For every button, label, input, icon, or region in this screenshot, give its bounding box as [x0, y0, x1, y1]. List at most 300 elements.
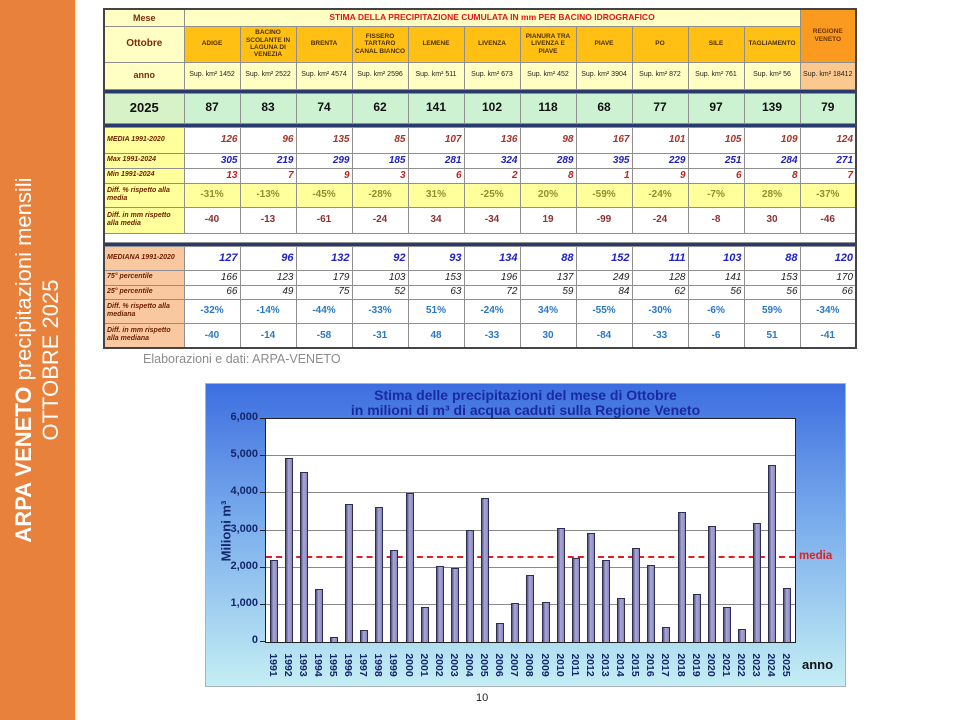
basin-area: Sup. km² 761 [688, 62, 744, 89]
year-label: 2024 [765, 653, 778, 677]
value-cell: 96 [240, 127, 296, 153]
bar-slot [447, 419, 462, 642]
x-tick-label [688, 645, 703, 687]
value-cell: 103 [352, 270, 408, 285]
year-label: 2010 [553, 653, 566, 677]
value-cell: -33 [632, 323, 688, 348]
value-cell: 132 [296, 246, 352, 270]
value-cell: 8 [744, 168, 800, 183]
value-cell: 179 [296, 270, 352, 285]
bar-2012 [587, 533, 595, 642]
value-cell: 96 [240, 246, 296, 270]
x-axis-labels [265, 645, 794, 687]
page-number: 10 [476, 692, 489, 704]
bar-2025 [783, 588, 791, 642]
x-tick-label [552, 645, 567, 687]
bar-2019 [693, 594, 701, 642]
value-cell: -41 [800, 323, 856, 348]
x-tick-label [658, 645, 673, 687]
year-label: 1997 [357, 653, 370, 677]
value-cell: 271 [800, 153, 856, 168]
bar-slot [311, 419, 326, 642]
y-tick-label: 4,000 [230, 485, 258, 498]
chart-title-line1: Stima delle precipitazioni del mese di Ottobre [374, 387, 677, 403]
x-tick-label [718, 645, 733, 687]
bar-slot [659, 419, 674, 642]
value-cell: -24% [632, 183, 688, 207]
value-cell: -31% [184, 183, 240, 207]
bar-1992 [285, 458, 293, 642]
value-cell: 28% [744, 183, 800, 207]
x-tick-label [749, 645, 764, 687]
row-label: 25° percentile [104, 285, 184, 299]
x-tick-label [386, 645, 401, 687]
value-cell: 83 [240, 93, 296, 123]
value-cell: 6 [408, 168, 464, 183]
value-cell: -32% [184, 299, 240, 323]
value-cell: 79 [800, 93, 856, 123]
value-cell: 289 [520, 153, 576, 168]
value-cell: 77 [632, 93, 688, 123]
y-tick-label: 6,000 [230, 411, 258, 423]
value-cell: 6 [688, 168, 744, 183]
bar-slot [644, 419, 659, 642]
basin-area: Sup. km² 56 [744, 62, 800, 89]
value-cell: 2 [464, 168, 520, 183]
year-label: 2009 [538, 653, 551, 677]
bar-slot [342, 419, 357, 642]
y-tick-label: 0 [251, 634, 258, 646]
value-cell: -14% [240, 299, 296, 323]
value-cell: -24 [632, 207, 688, 233]
basin-area: Sup. km² 3904 [576, 62, 632, 89]
row-label: 75° percentile [104, 270, 184, 285]
year-label: 2025 [780, 653, 793, 677]
value-cell: 97 [688, 93, 744, 123]
value-cell: 68 [576, 93, 632, 123]
year-label: 2005 [478, 653, 491, 677]
bar-slot [523, 419, 538, 642]
value-cell: 324 [464, 153, 520, 168]
bar-1993 [300, 472, 308, 642]
value-cell: -40 [184, 323, 240, 348]
bar-slot [462, 419, 477, 642]
year-label: 1993 [296, 653, 309, 677]
value-cell: -6 [688, 323, 744, 348]
x-tick-label [643, 645, 658, 687]
value-cell: 185 [352, 153, 408, 168]
basin-area: Sup. km² 452 [520, 62, 576, 89]
value-cell: 59 [520, 285, 576, 299]
value-cell: 101 [632, 127, 688, 153]
x-tick-label [356, 645, 371, 687]
value-cell: 120 [800, 246, 856, 270]
bar-slot [417, 419, 432, 642]
value-cell: -13 [240, 207, 296, 233]
x-tick-label [401, 645, 416, 687]
year-label: 2013 [598, 653, 611, 677]
bar-slot [689, 419, 704, 642]
basin-header: ADIGE [184, 26, 240, 62]
precipitation-table-wrap [103, 8, 857, 349]
y-tick-label: 2,000 [230, 559, 258, 572]
x-tick-label [265, 645, 280, 687]
value-cell: 281 [408, 153, 464, 168]
bar-slot [598, 419, 613, 642]
value-cell: 141 [688, 270, 744, 285]
bar-1994 [315, 589, 323, 642]
value-cell: 20% [520, 183, 576, 207]
value-cell: 66 [184, 285, 240, 299]
value-cell: 123 [240, 270, 296, 285]
value-cell: -13% [240, 183, 296, 207]
bars-container [266, 419, 795, 642]
year-label: 2016 [644, 653, 657, 677]
value-cell: -14 [240, 323, 296, 348]
value-cell: -55% [576, 299, 632, 323]
basin-header: LIVENZA [464, 26, 520, 62]
value-cell: 1 [576, 168, 632, 183]
year-label: 2017 [659, 653, 672, 677]
bar-slot [357, 419, 372, 642]
media-line-label: media [799, 549, 833, 562]
value-cell: 13 [184, 168, 240, 183]
year-label: 2007 [508, 653, 521, 677]
value-cell: 153 [744, 270, 800, 285]
y-tick-label: 3,000 [230, 522, 258, 535]
value-cell: 85 [352, 127, 408, 153]
row-label: MEDIANA 1991-2020 [104, 246, 184, 270]
value-cell: 3 [352, 168, 408, 183]
anno-label: anno [104, 62, 184, 89]
y-tick-mark [260, 492, 265, 493]
bar-1991 [270, 560, 278, 642]
bar-2010 [557, 528, 565, 642]
bar-2002 [436, 566, 444, 642]
year-label: 1994 [311, 653, 324, 677]
bar-slot [734, 419, 749, 642]
y-tick-mark [260, 530, 265, 531]
value-cell: 31% [408, 183, 464, 207]
value-cell: 8 [520, 168, 576, 183]
year-label: 2022 [734, 653, 747, 677]
bar-slot [780, 419, 795, 642]
bar-slot [326, 419, 341, 642]
bar-slot [296, 419, 311, 642]
year-label: 2018 [674, 653, 687, 677]
x-tick-label [733, 645, 748, 687]
value-cell: 137 [520, 270, 576, 285]
value-cell: 249 [576, 270, 632, 285]
value-cell: 196 [464, 270, 520, 285]
bar-slot [432, 419, 447, 642]
bar-2009 [542, 602, 550, 643]
value-cell: 88 [520, 246, 576, 270]
basin-area: Sup. km² 4574 [296, 62, 352, 89]
value-cell: 7 [240, 168, 296, 183]
value-cell: 124 [800, 127, 856, 153]
year-label: 1991 [266, 653, 279, 677]
value-cell: 19 [520, 207, 576, 233]
month-label: Ottobre [104, 26, 184, 62]
bar-slot [719, 419, 734, 642]
year-label: 1996 [342, 653, 355, 677]
bar-2000 [406, 493, 414, 642]
value-cell: 88 [744, 246, 800, 270]
bar-slot [614, 419, 629, 642]
bar-2001 [421, 607, 429, 642]
x-tick-label [673, 645, 688, 687]
y-tick-mark [260, 418, 265, 419]
value-cell: 34% [520, 299, 576, 323]
value-cell: 107 [408, 127, 464, 153]
basin-header: BACINO SCOLANTE IN LAGUNA DI VENEZIA [240, 26, 296, 62]
year-label: 1998 [372, 653, 385, 677]
value-cell: -24 [352, 207, 408, 233]
value-cell: -99 [576, 207, 632, 233]
chart-plot [265, 418, 796, 643]
row-label: Diff. in mm rispetto alla mediana [104, 323, 184, 348]
value-cell: 136 [464, 127, 520, 153]
basin-header: BRENTA [296, 26, 352, 62]
value-cell: -61 [296, 207, 352, 233]
y-axis-label: Milioni m³ [218, 500, 234, 562]
value-cell: 135 [296, 127, 352, 153]
x-tick-label [461, 645, 476, 687]
bar-2017 [662, 627, 670, 642]
bar-slot [281, 419, 296, 642]
x-tick-label [341, 645, 356, 687]
value-cell: -28% [352, 183, 408, 207]
year-label: 1992 [281, 653, 294, 677]
value-cell: 170 [800, 270, 856, 285]
value-cell: 56 [688, 285, 744, 299]
bar-slot [704, 419, 719, 642]
value-cell: 167 [576, 127, 632, 153]
value-cell: 153 [408, 270, 464, 285]
value-cell: 219 [240, 153, 296, 168]
value-cell: 59% [744, 299, 800, 323]
value-cell: 66 [800, 285, 856, 299]
value-cell: 105 [688, 127, 744, 153]
basin-header: PIAVE [576, 26, 632, 62]
bar-1998 [375, 507, 383, 642]
sidebar-title [10, 90, 64, 630]
bar-2024 [768, 465, 776, 642]
value-cell: 103 [688, 246, 744, 270]
value-cell: -40 [184, 207, 240, 233]
bar-2018 [678, 512, 686, 642]
value-cell: 299 [296, 153, 352, 168]
year-label: 2023 [750, 653, 763, 677]
value-cell: 62 [352, 93, 408, 123]
value-cell: 229 [632, 153, 688, 168]
value-cell: 134 [464, 246, 520, 270]
year-label: 2000 [402, 653, 415, 677]
value-cell: -24% [464, 299, 520, 323]
value-cell: 251 [688, 153, 744, 168]
year-label: 2003 [447, 653, 460, 677]
bar-2023 [753, 523, 761, 642]
x-tick-label [371, 645, 386, 687]
value-cell: 63 [408, 285, 464, 299]
bar-2015 [632, 548, 640, 642]
value-cell: 92 [352, 246, 408, 270]
x-tick-label [477, 645, 492, 687]
value-cell: 56 [744, 285, 800, 299]
basin-header: TAGLIAMENTO [744, 26, 800, 62]
value-cell: -58 [296, 323, 352, 348]
year-label: 1999 [387, 653, 400, 677]
bar-2014 [617, 598, 625, 642]
value-cell: 152 [576, 246, 632, 270]
value-cell: -25% [464, 183, 520, 207]
x-tick-label [280, 645, 295, 687]
bar-2007 [511, 603, 519, 642]
row-label: MEDIA 1991-2020 [104, 127, 184, 153]
year-label: 2006 [493, 653, 506, 677]
bar-2003 [451, 568, 459, 642]
value-cell: 284 [744, 153, 800, 168]
value-cell: 93 [408, 246, 464, 270]
value-cell: -30% [632, 299, 688, 323]
bar-slot [568, 419, 583, 642]
value-cell: 51% [408, 299, 464, 323]
bar-2020 [708, 526, 716, 642]
y-tick-mark [260, 455, 265, 456]
value-cell: -34 [464, 207, 520, 233]
value-cell: 7 [800, 168, 856, 183]
value-cell: 34 [408, 207, 464, 233]
value-cell: 9 [632, 168, 688, 183]
x-tick-label [492, 645, 507, 687]
value-cell: -34% [800, 299, 856, 323]
value-cell: -46 [800, 207, 856, 233]
value-cell: 98 [520, 127, 576, 153]
value-cell: 48 [408, 323, 464, 348]
value-cell: 62 [632, 285, 688, 299]
bar-1995 [330, 637, 338, 642]
data-source-caption: Elaborazioni e dati: ARPA-VENETO [143, 352, 341, 366]
value-cell: 30 [520, 323, 576, 348]
x-tick-label [431, 645, 446, 687]
value-cell: 84 [576, 285, 632, 299]
row-label: Diff. in mm rispetto alla media [104, 207, 184, 233]
x-tick-label [764, 645, 779, 687]
value-cell: 118 [520, 93, 576, 123]
spacer [104, 233, 856, 242]
sidebar [0, 0, 78, 720]
chart-title [206, 388, 845, 418]
chart-title-line2: in milioni di m³ di acqua caduti sulla Regione Veneto [350, 402, 701, 418]
year-label: 2002 [432, 653, 445, 677]
basin-header: PIANURA TRA LIVENZA E PIAVE [520, 26, 576, 62]
value-cell: -8 [688, 207, 744, 233]
x-tick-label [613, 645, 628, 687]
basin-area: Sup. km² 511 [408, 62, 464, 89]
basin-area: Sup. km² 2596 [352, 62, 408, 89]
y-tick-mark [260, 567, 265, 568]
x-tick-label [567, 645, 582, 687]
x-tick-label [522, 645, 537, 687]
value-cell: 109 [744, 127, 800, 153]
bar-1999 [390, 550, 398, 642]
x-axis-title: anno [802, 657, 834, 672]
bar-2004 [466, 530, 474, 642]
bar-1996 [345, 504, 353, 642]
x-tick-label [446, 645, 461, 687]
bar-slot [629, 419, 644, 642]
bar-slot [266, 419, 281, 642]
bar-slot [402, 419, 417, 642]
x-tick-label [295, 645, 310, 687]
value-cell: 305 [184, 153, 240, 168]
basin-area: Sup. km² 872 [632, 62, 688, 89]
value-cell: -31 [352, 323, 408, 348]
value-cell: 51 [744, 323, 800, 348]
value-cell: 52 [352, 285, 408, 299]
bar-slot [765, 419, 780, 642]
x-tick-label [310, 645, 325, 687]
value-cell: 395 [576, 153, 632, 168]
bar-slot [674, 419, 689, 642]
basin-header: SILE [688, 26, 744, 62]
x-tick-label [779, 645, 794, 687]
value-cell: 49 [240, 285, 296, 299]
basin-header: LEMENE [408, 26, 464, 62]
value-cell: 126 [184, 127, 240, 153]
x-tick-label [325, 645, 340, 687]
value-cell: 9 [296, 168, 352, 183]
bar-slot [508, 419, 523, 642]
bar-2016 [647, 565, 655, 642]
x-tick-label [416, 645, 431, 687]
year-label: 2012 [583, 653, 596, 677]
x-tick-label [628, 645, 643, 687]
y-tick-mark [260, 641, 265, 642]
value-cell: 75 [296, 285, 352, 299]
year-label: 2020 [704, 653, 717, 677]
x-tick-label [537, 645, 552, 687]
precip-table [103, 8, 857, 349]
bar-slot [750, 419, 765, 642]
year-label: 2011 [568, 653, 581, 677]
bar-slot [538, 419, 553, 642]
bar-2021 [723, 607, 731, 642]
value-cell: 111 [632, 246, 688, 270]
bar-slot [493, 419, 508, 642]
basin-header: PO [632, 26, 688, 62]
row-label: Min 1991-2024 [104, 168, 184, 183]
row-label: Diff. % rispetto alla media [104, 183, 184, 207]
x-tick-label [507, 645, 522, 687]
basin-header: FISSERO TARTARO CANAL BIANCO [352, 26, 408, 62]
sidebar-title-line1: ARPA VENETO precipitazioni mensili [11, 177, 36, 543]
x-tick-label [703, 645, 718, 687]
value-cell: -44% [296, 299, 352, 323]
main-header: STIMA DELLA PRECIPITAZIONE CUMULATA IN mm PER BACINO IDROGRAFICO [184, 9, 800, 26]
year-label: 2008 [523, 653, 536, 677]
bar-slot [372, 419, 387, 642]
value-cell: -33 [464, 323, 520, 348]
value-cell: 127 [184, 246, 240, 270]
year-label: 2014 [614, 653, 627, 677]
value-cell: 139 [744, 93, 800, 123]
value-cell: 30 [744, 207, 800, 233]
value-cell: 87 [184, 93, 240, 123]
year-label: 2021 [719, 653, 732, 677]
year-label: 1995 [326, 653, 339, 677]
